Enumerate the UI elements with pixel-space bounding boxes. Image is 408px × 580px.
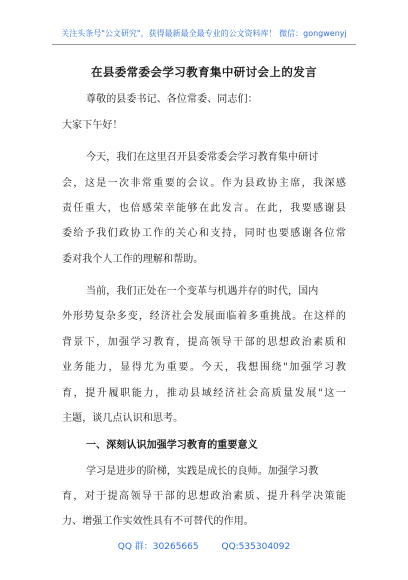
paragraph-line: 今天，我们在这里召开县委常委会学习教育集中研讨 — [86, 152, 319, 163]
header-divider — [52, 44, 356, 45]
paragraph-line: 学习是进步的阶梯，实践是成长的良师。加强学习教 — [86, 466, 319, 477]
paragraph-line: 当前，我们正处在一个变革与机遇并存的时代，国内 — [86, 286, 319, 297]
paragraph-line: 外形势复杂多变，经济社会发展面临着多重挑战。在这样的 — [62, 311, 346, 321]
section-heading: 一、深刻认识加强学习教育的重要意义 — [86, 440, 258, 451]
paragraph-line: 力、增强工作实效性具有不可替代的作用。 — [62, 516, 254, 527]
paragraph-line: 委对我个人工作的理解和帮助。 — [62, 254, 204, 265]
paragraph-line: 背景下，加强学习教育，提高领导干部的思想政治素质和 — [62, 337, 346, 347]
header-banner: 关注头条号"公文研究"，获得最新最全最专业的公文资料库！ 微信：gongwenyj — [61, 29, 347, 38]
greeting: 大家下午好！ — [62, 120, 123, 131]
document-title: 在县委常委会学习教育集中研讨会上的发言 — [90, 65, 318, 79]
paragraph-line: 责任重大，也倍感荣幸能够在此发言。在此，我要感谢县 — [62, 203, 346, 213]
qq-number-text: QQ:535304092 — [221, 542, 291, 552]
paragraph-line: 会，这是一次非常重要的会议。作为县政协主席，我深感 — [62, 178, 346, 188]
paragraph-line: 育，提升履职能力，推动县域经济社会高质量发展"这一 — [62, 388, 346, 398]
paragraph-line: 育，对于提高领导干部的思想政治素质、提升科学决策能 — [62, 491, 346, 501]
footer-contact — [0, 539, 408, 552]
salutation: 尊敬的县委书记、各位常委、同志们： — [86, 94, 258, 105]
paragraph-line: 业务能力，显得尤为重要。今天，我想围绕"加强学习教 — [62, 362, 346, 372]
qq-group-text: QQ 群：30265665 — [117, 542, 199, 552]
paragraph-line: 主题，谈几点认识和思考。 — [62, 413, 184, 424]
paragraph-line: 委给予我们政协工作的关心和支持，同时也要感谢各位常 — [62, 228, 346, 238]
